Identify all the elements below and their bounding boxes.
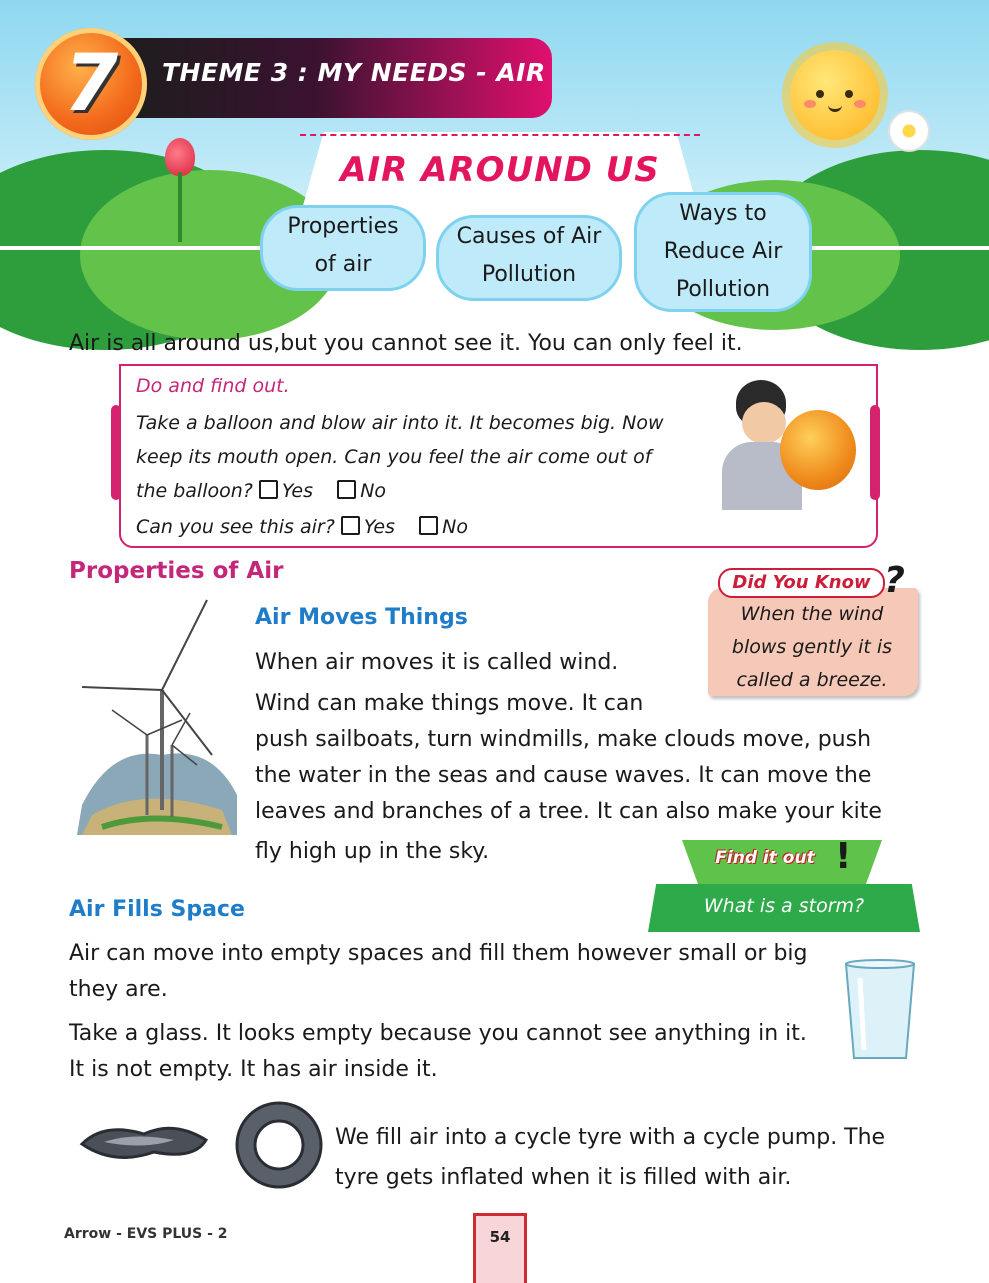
- topic-line: Causes of Air: [456, 224, 602, 249]
- section-heading-properties: Properties of Air: [69, 558, 284, 584]
- glass-image: [842, 958, 918, 1062]
- did-you-know-tag: Did You Know: [718, 568, 885, 598]
- find-it-out-tag: Find it out: [715, 848, 815, 868]
- activity-bar-right: [870, 405, 880, 500]
- tyre-line: tyre gets inflated when it is filled with air.: [335, 1165, 792, 1190]
- daisy-icon: [890, 112, 928, 150]
- did-you-know-text: [712, 598, 912, 697]
- activity-line: keep its mouth open. Can you feel the air come out of: [136, 446, 652, 468]
- page-number: 54: [489, 1228, 511, 1246]
- find-it-out-question: What is a storm?: [703, 895, 865, 917]
- option-yes: Yes: [281, 480, 314, 502]
- air-moves-line: When air moves it is called wind.: [255, 650, 619, 675]
- topic-line: of air: [314, 252, 372, 277]
- activity-line: Take a balloon and blow air into it. It becomes big. Now: [136, 412, 664, 434]
- checkbox-no-1[interactable]: [337, 480, 356, 499]
- air-moves-line: leaves and branches of a tree. It can also make your kite: [255, 799, 882, 824]
- activity-q2: Can you see this air?: [136, 516, 335, 538]
- air-moves-line: the water in the seas and cause waves. It can move the: [255, 763, 872, 788]
- flower-bud-icon: [165, 138, 195, 176]
- activity-heading: Do and find out.: [136, 375, 290, 397]
- activity-line: [136, 510, 726, 544]
- air-moves-line: push sailboats, turn windmills, make clouds move, push: [255, 727, 872, 752]
- dyk-line: called a breeze.: [736, 669, 888, 691]
- flower-stem: [178, 172, 182, 242]
- air-fills-line: they are.: [69, 977, 168, 1002]
- checkbox-yes-1[interactable]: [259, 480, 278, 499]
- sun-icon: [790, 50, 880, 140]
- title-card-border: [300, 134, 700, 138]
- activity-text: [136, 406, 726, 544]
- air-fills-line: It is not empty. It has air inside it.: [69, 1057, 438, 1082]
- tyre-line: We fill air into a cycle tyre with a cycle pump. The: [335, 1125, 886, 1150]
- air-fills-line: Air can move into empty spaces and fill them however small or big: [69, 941, 808, 966]
- topic-bubble-properties: [260, 205, 426, 291]
- topic-line: Properties: [287, 214, 399, 239]
- dyk-line: blows gently it is: [731, 636, 893, 658]
- dyk-line: When the wind: [740, 603, 884, 625]
- activity-q1: the balloon?: [136, 480, 253, 502]
- book-title: Arrow - EVS PLUS - 2: [64, 1226, 228, 1242]
- activity-bar-left: [111, 405, 121, 500]
- topic-bubble-causes: [436, 215, 622, 301]
- option-no: No: [360, 480, 387, 502]
- option-no: No: [442, 516, 468, 538]
- topic-line: Ways to: [679, 201, 767, 226]
- theme-label: THEME 3 : MY NEEDS - AIR: [162, 58, 546, 87]
- topic-line: Pollution: [675, 277, 771, 302]
- air-moves-line: Wind can make things move. It can: [255, 691, 644, 716]
- heading-air-moves: Air Moves Things: [255, 605, 468, 630]
- question-mark-icon: ?: [884, 560, 905, 601]
- page-title: AIR AROUND US: [340, 150, 660, 190]
- chapter-number: 7: [63, 39, 119, 129]
- topic-bubble-reduce: [634, 192, 812, 312]
- option-yes: Yes: [363, 516, 395, 538]
- checkbox-yes-2[interactable]: [341, 516, 360, 535]
- boy-blowing-balloon-image: [722, 380, 862, 510]
- air-fills-line: Take a glass. It looks empty because you cannot see anything in it.: [69, 1021, 807, 1046]
- topic-line: Pollution: [481, 262, 577, 287]
- tyre-paragraph: [335, 1120, 925, 1196]
- air-fills-paragraph: [69, 936, 839, 1088]
- page-number-box: [473, 1213, 527, 1283]
- tyre-images: [74, 1100, 334, 1190]
- heading-air-fills: Air Fills Space: [69, 897, 245, 922]
- topic-line: Reduce Air: [663, 239, 783, 264]
- activity-line: [136, 474, 726, 508]
- intro-text: Air is all around us,but you cannot see it. You can only feel it.: [69, 331, 743, 356]
- air-moves-line: fly high up in the sky.: [255, 839, 490, 864]
- exclamation-icon: !: [835, 836, 852, 877]
- windmill-image: [72, 595, 242, 835]
- checkbox-no-2[interactable]: [419, 516, 438, 535]
